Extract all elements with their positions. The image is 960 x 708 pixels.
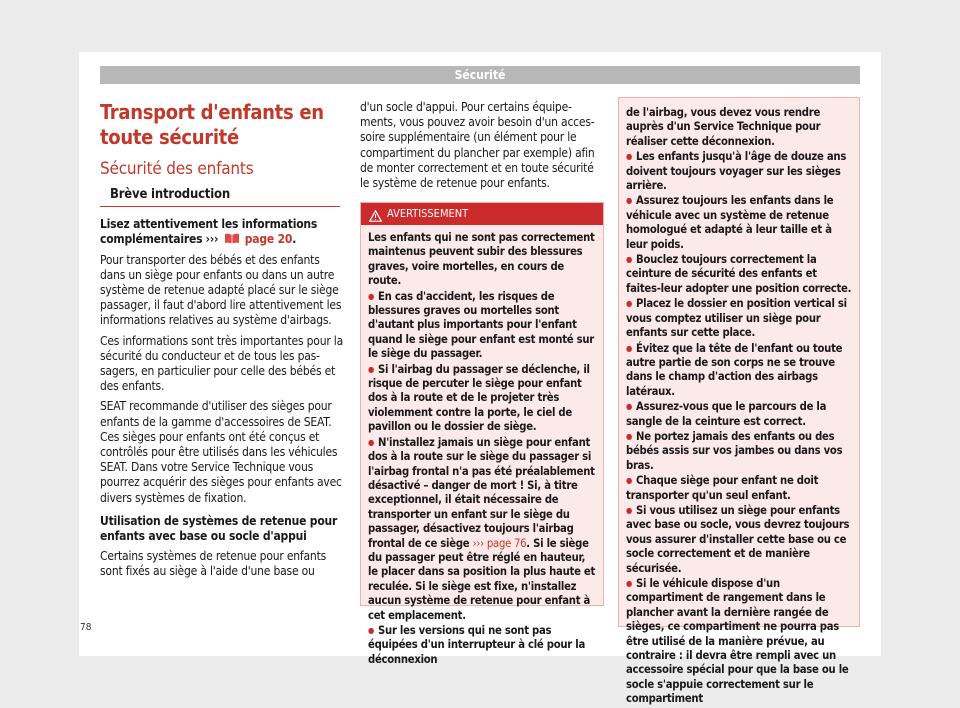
paragraph-4: SEAT recommande d'utiliser des sièges pour enfants de la gamme d'accessoires de SEAT. Ces sièges pour enfants ont été conçus et contrôlés pour être utilisés dans les véhicules SEAT. Dans votre Service Technique vous pourrez acquérir des sièges pour enfants avec divers systèmes de fixation. — [100, 399, 342, 505]
bullet-text: N'installez jamais un siège pour enfant dos à la route sur le siège du passager si l'airbag frontal n'a pas été préalablement désactivé – danger de mort ! Si, à titre exceptionnel, il était nécessaire de transporter un enfant sur le siège du passager, désactivez toujours l'airbag frontal de ce siège — [368, 435, 595, 550]
intro-bold: Lisez attentivement les informations complémentaires — [100, 217, 318, 247]
warning-body-continued — [619, 98, 859, 707]
warning-bullet: ● Évitez que la tête de l'enfant ou toute autre partie de son corps ne se trouve dans le champ d'action des airbags latéraux. — [626, 342, 852, 400]
warning-bullet: ● Assurez toujours les enfants dans le véhicule avec un système de retenue homologué et adapté à leur taille et à leur poids. — [626, 194, 852, 252]
paragraph-6: Certains systèmes de retenue pour enfants sont fixés au siège à l'aide d'une base ou — [100, 549, 327, 579]
warning-box-continued — [618, 97, 860, 706]
paragraph-2: Pour transporter des bébés et des enfants dans un siège pour enfants ou dans un autre système de retenue adapté placé sur le siège passager, il faut d'abord lire attentivement les informations relatives au système d'airbags. — [100, 252, 342, 328]
warning-bullet: ● Bouclez toujours correctement la ceinture de sécurité des enfants et faites-leur adopter une position correcte. — [626, 253, 852, 296]
intro-end: . — [292, 232, 297, 247]
paragraph-3: Ces informations sont très importantes pour la sécurité du conducteur et de tous les passagers, en particulier pour celle des bébés et des enfants. — [100, 333, 344, 394]
warning-bullet: ● Sur les versions qui ne sont pas équipées d'un interrupteur à clé pour la déconnexion — [368, 624, 596, 667]
warning-bullet — [368, 436, 596, 623]
section-header: Sécurité — [100, 66, 860, 84]
warning-bullet: ● Chaque siège pour enfant ne doit transporter qu'un seul enfant. — [626, 474, 852, 503]
column-1 — [100, 100, 346, 585]
warning-bullet: ● Ne portez jamais des enfants ou des bébés assis sur vos jambes ou dans vos bras. — [626, 430, 852, 473]
paragraph-heading: Utilisation de systèmes de retenue pour enfants avec base ou socle d'appui — [100, 513, 338, 544]
ref-arrows: ››› — [205, 232, 219, 247]
warning-body — [361, 225, 603, 667]
warning-bullet: ● Placez le dossier en position vertical si vous comptez utiliser un siège pour enfants sur cette place. — [626, 297, 852, 340]
page-76-link[interactable]: ››› page 76 — [472, 536, 527, 550]
subsection-label: Brève introduction — [110, 187, 230, 202]
warning-bullet: ● Les enfants jusqu'à l'âge de douze ans doivent toujours voyager sur les sièges arrière. — [626, 150, 852, 193]
warning-intro: Les enfants qui ne sont pas correctement maintenus peuvent subir des blessures graves, voire mortelles, en cours de route. — [368, 231, 595, 288]
bullet-text-end: . Si le siège du passager peut être réglé en hauteur, le placer dans sa position la plus haute et reculée. Si le siège est fixe, n'installez aucun système de retenue pour enfant à cet emplacement. — [368, 536, 596, 622]
warning-header — [361, 203, 603, 225]
warning-bullet: ● En cas d'accident, les risques de blessures graves ou mortelles sont d'autant plus importants pour l'enfant quand le siège pour enfant est monté sur le siège du passager. — [368, 290, 596, 362]
paragraph-intro — [100, 217, 346, 247]
warning-title: AVERTISSEMENT — [387, 207, 469, 220]
warning-box — [360, 202, 604, 666]
column-2 — [360, 100, 604, 196]
paragraph-cont: d'un socle d'appui. Pour certains équipements, vous pouvez avoir besoin d'un accessoire supplémentaire (un élément pour le compartiment du plancher par exemple) afin de monter correctement et en toute sécurité le système de retenue pour enfants. — [360, 100, 595, 191]
warning-triangle-icon — [369, 208, 382, 220]
page-number: 78 — [80, 622, 92, 633]
warning-continued-text: de l'airbag, vous devez vous rendre auprès d'un Service Technique pour réaliser cette déconnexion. — [626, 106, 821, 148]
subsection-heading — [100, 183, 340, 207]
warning-bullet: ● Si l'airbag du passager se déclenche, il risque de percuter le siège pour enfant dos à la route et de le projeter très violemment contre la porte, le ciel de pavillon ou le dossier de siège. — [368, 363, 596, 435]
page-title: Transport d'enfants en toute sécurité — [100, 100, 324, 149]
warning-bullet: ● Si vous utilisez un siège pour enfants avec base ou socle, vous devrez toujours vous assurer d'installer cette base ou ce socle correctement et de manière sécurisée. — [626, 504, 852, 576]
page-link[interactable]: page 20 — [244, 232, 293, 247]
book-icon — [224, 233, 240, 244]
section-subtitle: Sécurité des enfants — [100, 159, 254, 179]
warning-bullet: ● Si le véhicule dispose d'un compartiment de rangement dans le plancher avant la dernière rangée de sièges, ce compartiment ne pourra pas être utilisé de la manière prévue, au contraire : il devra être rempli avec un accessoire spécial pour que la base ou le socle s'appuie correctement sur le compartiment — [626, 577, 852, 707]
warning-bullet: ● Assurez-vous que le parcours de la sangle de la ceinture est correct. — [626, 400, 852, 429]
